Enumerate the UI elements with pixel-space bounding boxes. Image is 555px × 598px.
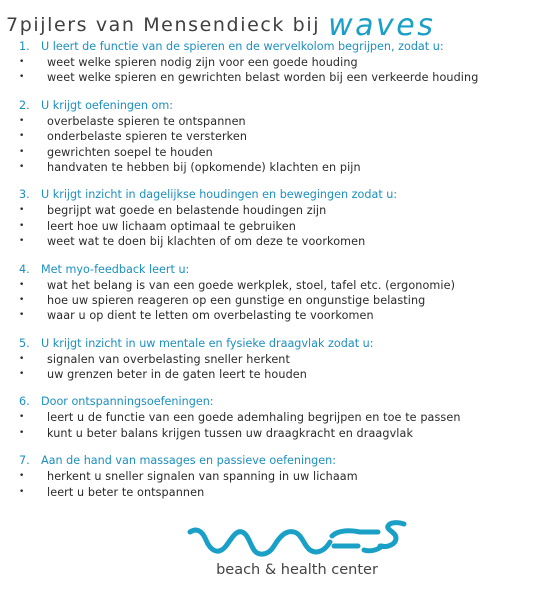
- bullet-icon: •: [19, 236, 25, 247]
- list-item: [0, 469, 555, 484]
- list-item-text: waar u op dient te letten om overbelasting te voorkomen: [47, 309, 374, 323]
- bullet-icon: •: [19, 369, 25, 380]
- pillar-heading-text: U krijgt oefeningen om:: [41, 98, 174, 112]
- pillar-section: [0, 394, 555, 441]
- logo-tagline: beach & health center: [216, 562, 378, 578]
- pillar-heading-text: U krijgt inzicht in uw mentale en fysieke draagvlak zodat u:: [41, 336, 374, 350]
- bullet-icon: •: [19, 486, 25, 497]
- bullet-icon: •: [19, 161, 25, 172]
- pillar-number: 3.: [19, 188, 30, 202]
- list-item-text: gewrichten soepel te houden: [47, 145, 213, 159]
- bullet-icon: •: [19, 427, 25, 438]
- list-item-text: uw grenzen beter in de gaten leert te houden: [47, 368, 307, 382]
- list-item: [0, 129, 555, 144]
- pillar-heading: [0, 39, 555, 55]
- list-item: [0, 426, 555, 441]
- bullet-icon: •: [19, 205, 25, 216]
- pillar-number: 4.: [19, 262, 30, 276]
- pillar-heading: [0, 336, 555, 352]
- list-item: [0, 352, 555, 367]
- list-item-text: leert u beter te ontspannen: [47, 485, 205, 499]
- pillar-number: 5.: [19, 336, 30, 350]
- pillar-section: [0, 187, 555, 249]
- list-item-text: signalen van overbelasting sneller herkent: [47, 352, 290, 366]
- pillar-heading-text: Door ontspanningsoefeningen:: [41, 395, 214, 409]
- pillar-heading: [0, 394, 555, 410]
- list-item-text: weet wat te doen bij klachten of om deze te voorkomen: [47, 235, 366, 249]
- title-brand-waves: waves: [328, 8, 436, 43]
- list-item: [0, 145, 555, 160]
- list-item-text: begrijpt wat goede en belastende houdingen zijn: [47, 204, 327, 218]
- bullet-icon: •: [19, 131, 25, 142]
- list-item: [0, 234, 555, 249]
- list-item-text: herkent u sneller signalen van spanning in uw lichaam: [47, 470, 358, 484]
- pillar-section: [0, 336, 555, 383]
- pillar-heading-text: U leert de functie van de spieren en de wervelkolom begrijpen, zodat u:: [41, 40, 444, 53]
- bullet-icon: •: [19, 412, 25, 423]
- pillar-heading: [0, 187, 555, 203]
- pillars-list: [0, 39, 555, 512]
- list-item: [0, 410, 555, 425]
- list-item: [0, 485, 555, 500]
- list-item: [0, 114, 555, 129]
- list-item-text: hoe uw spieren reageren op een gunstige en ongunstige belasting: [47, 293, 426, 307]
- bullet-icon: •: [19, 471, 25, 482]
- pillar-heading-text: Aan de hand van massages en passieve oefeningen:: [41, 454, 337, 468]
- list-item: [0, 293, 555, 308]
- pillar-number: 1.: [19, 40, 30, 53]
- list-item: [0, 55, 555, 70]
- pillar-heading-text: U krijgt inzicht in dagelijkse houdingen en bewegingen zodat u:: [41, 188, 398, 202]
- bullet-icon: •: [19, 294, 25, 305]
- page-title: [6, 4, 436, 43]
- pillar-section: [0, 453, 555, 500]
- pillar-section: [0, 39, 555, 86]
- pillar-heading-text: Met myo-feedback leert u:: [41, 262, 190, 276]
- pillar-number: 6.: [19, 395, 30, 409]
- list-item: [0, 160, 555, 175]
- list-item: [0, 278, 555, 293]
- title-text: 7pijlers van Mensendieck bij: [6, 14, 321, 36]
- bullet-icon: •: [19, 72, 25, 83]
- waves-logo: [182, 516, 412, 586]
- pillar-heading: [0, 262, 555, 278]
- list-item: [0, 70, 555, 85]
- waves-wordmark-graphic: [182, 516, 412, 564]
- list-item-text: kunt u beter balans krijgen tussen uw draagkracht en draagvlak: [47, 426, 414, 440]
- list-item: [0, 219, 555, 234]
- list-item: [0, 367, 555, 382]
- bullet-icon: •: [19, 115, 25, 126]
- list-item-text: handvaten te hebben bij (opkomende) klachten en pijn: [47, 160, 361, 174]
- bullet-icon: •: [19, 57, 25, 67]
- bullet-icon: •: [19, 146, 25, 157]
- list-item-text: leert u de functie van een goede ademhaling begrijpen en toe te passen: [47, 411, 461, 425]
- list-item: [0, 203, 555, 218]
- pillar-number: 7.: [19, 454, 30, 468]
- list-item-text: weet welke spieren en gewrichten belast worden bij een verkeerde houding: [47, 71, 479, 85]
- pillar-heading: [0, 453, 555, 469]
- list-item-text: onderbelaste spieren te versterken: [47, 130, 248, 144]
- list-item: [0, 308, 555, 323]
- bullet-icon: •: [19, 220, 25, 231]
- pillar-section: [0, 262, 555, 324]
- list-item-text: overbelaste spieren te ontspannen: [47, 114, 246, 128]
- pillar-section: [0, 98, 555, 176]
- bullet-icon: •: [19, 279, 25, 290]
- bullet-icon: •: [19, 310, 25, 321]
- pillar-heading: [0, 98, 555, 114]
- list-item-text: leert hoe uw lichaam optimaal te gebruiken: [47, 219, 296, 233]
- list-item-text: weet welke spieren nodig zijn voor een goede houding: [47, 56, 358, 69]
- list-item-text: wat het belang is van een goede werkplek, stoel, tafel etc. (ergonomie): [47, 278, 456, 292]
- bullet-icon: •: [19, 353, 25, 364]
- pillar-number: 2.: [19, 98, 30, 112]
